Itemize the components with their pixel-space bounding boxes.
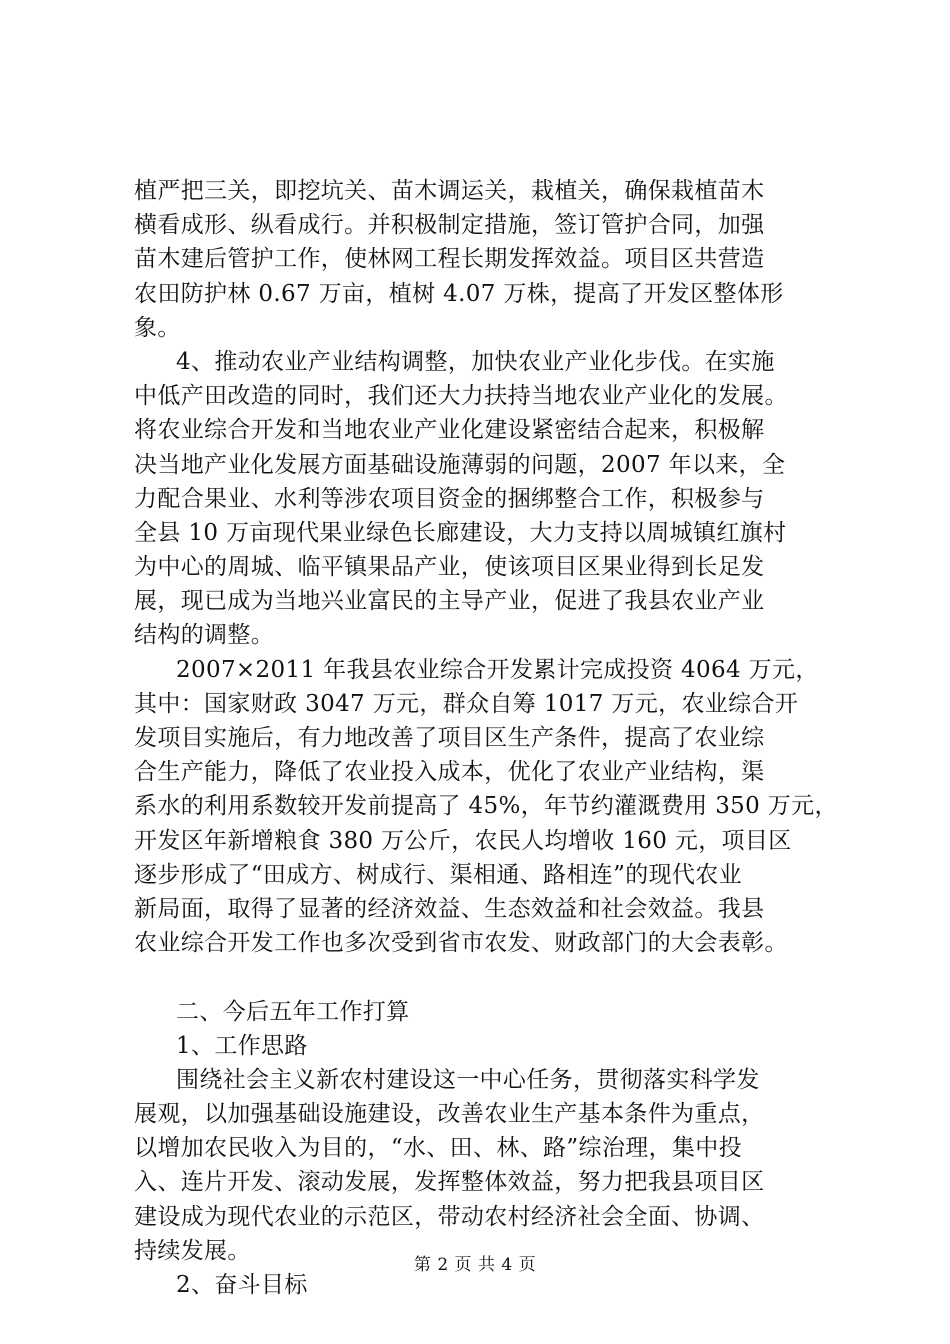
- text-line: 横看成形、纵看成行。并积极制定措施，签订管护合同，加强: [134, 212, 765, 239]
- text-line: 苗木建后管护工作，使林网工程长期发挥效益。项目区共营造: [134, 246, 765, 273]
- page-footer: 第 2 页 共 4 页: [413, 1255, 537, 1275]
- text-line: 力配合果业、水利等涉农项目资金的捆绑整合工作，积极参与: [134, 485, 765, 512]
- text-line: 植严把三关，即挖坑关、苗木调运关，栽植关，确保栽植苗木: [134, 178, 765, 204]
- text-line: 全县 10 万亩现代果业绿色长廊建设，大力支持以周城镇红旗村: [134, 519, 787, 546]
- text-line: 新局面，取得了显著的经济效益、生态效益和社会效益。我县: [134, 895, 765, 922]
- text-line: 农业综合开发工作也多次受到省市农发、财政部门的大会表彰。: [134, 930, 788, 957]
- text-line: 中低产田改造的同时，我们还大力扶持当地农业产业化的发展。: [134, 383, 788, 410]
- text-line: 持续发展。: [134, 1237, 251, 1264]
- text-line: 建设成为现代农业的示范区，带动农村经济社会全面、协调、: [134, 1203, 765, 1230]
- text-line: 2、奋斗目标: [176, 1272, 308, 1298]
- text-line: 发项目实施后，有力地改善了项目区生产条件，提高了农业综: [134, 725, 765, 751]
- text-line: 象。: [134, 314, 181, 341]
- blank-line: [134, 960, 858, 994]
- text-line: 逐步形成了“田成方、树成行、渠相通、路相连”的现代农业: [134, 861, 742, 888]
- text-line: 展观，以加强基础设施建设，改善农业生产基本条件为重点，: [134, 1101, 765, 1128]
- text-line: 2007×2011 年我县农业综合开发累计完成投资 4064 万元，: [176, 656, 819, 683]
- text-line: 入、连片开发、滚动发展，发挥整体效益，努力把我县项目区: [134, 1169, 765, 1196]
- text-line: 将农业综合开发和当地农业产业化建设紧密结合起来，积极解: [134, 417, 765, 444]
- text-line: 其中：国家财政 3047 万元，群众自筹 1017 万元，农业综合开: [134, 690, 799, 717]
- text-line: 开发区年新增粮食 380 万公斤，农民人均增收 160 元，项目区: [134, 827, 792, 854]
- text-line: 展，现已成为当地兴业富民的主导产业，促进了我县农业产业: [134, 588, 765, 615]
- text-line: 农田防护林 0.67 万亩，植树 4.07 万株，提高了开发区整体形: [134, 280, 784, 307]
- text-line: 结构的调整。: [134, 622, 275, 649]
- text-line: 二、今后五年工作打算: [176, 998, 410, 1025]
- text-line: 1、工作思路: [176, 1032, 308, 1059]
- body-text: [134, 174, 858, 1302]
- text-line: 以增加农民收入为目的，“水、田、林、路”综治理，集中投: [134, 1135, 742, 1162]
- text-line: 系水的利用系数较开发前提高了 45%，年节约灌溉费用 350 万元，: [134, 793, 838, 820]
- text-line: 合生产能力，降低了农业投入成本，优化了农业产业结构，渠: [134, 759, 765, 786]
- text-line: 决当地产业化发展方面基础设施薄弱的问题，2007 年以来，全: [134, 451, 786, 478]
- text-line: 4、推动农业产业结构调整，加快农业产业化步伐。在实施: [176, 348, 775, 375]
- text-line: 为中心的周城、临平镇果品产业，使该项目区果业得到长足发: [134, 554, 765, 581]
- text-line: 围绕社会主义新农村建设这一中心任务，贯彻落实科学发: [176, 1066, 760, 1093]
